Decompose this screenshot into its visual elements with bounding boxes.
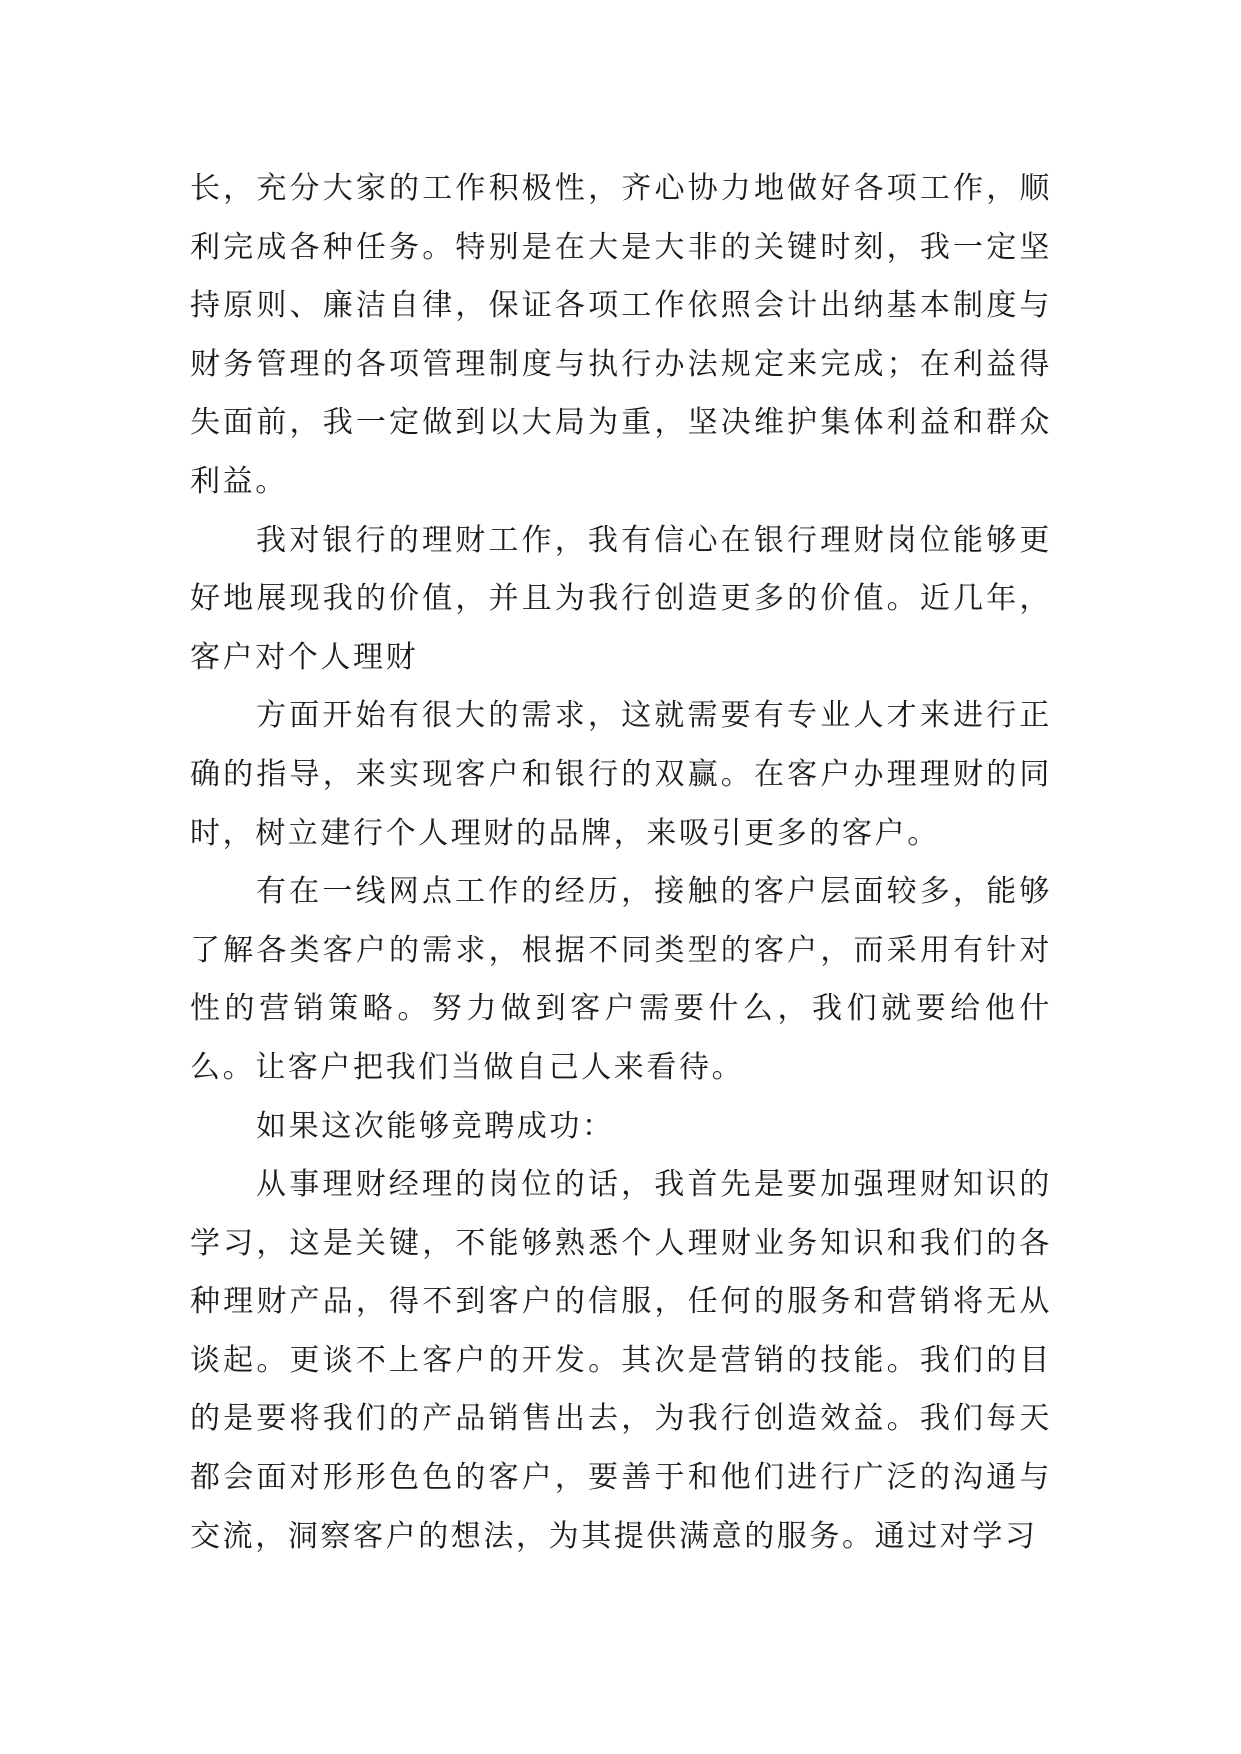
paragraph-continuation: 长，充分大家的工作积极性，齐心协力地做好各项工作，顺利完成各种任务。特别是在大是大非的关键时刻，我一定坚持原则、廉洁自律，保证各项工作依照会计出纳基本制度与财务管理的各项管理制度与执行办法规定来完成；在利益得失面前，我一定做到以大局为重，坚决维护集体利益和群众利益。: [190, 171, 1052, 499]
paragraph-if-successful: 如果这次能够竞聘成功：: [256, 1108, 615, 1144]
paragraph-branch-experience: 有在一线网点工作的经历，接触的客户层面较多，能够了解各类客户的需求，根据不同类型的客户，而采用有针对性的营销策略。努力做到客户需要什么，我们就要给他什么。让客户把我们当做自己人来看待。: [190, 874, 1052, 1085]
paragraph-manager-plan: 从事理财经理的岗位的话，我首先是要加强理财知识的学习，这是关键，不能够熟悉个人理财业务知识和我们的各种理财产品，得不到客户的信服，任何的服务和营销将无从谈起。更谈不上客户的开发。其次是营销的技能。我们的目的是要将我们的产品销售出去，为我行创造效益。我们每天都会面对形形色色的客户，要善于和他们进行广泛的沟通与交流，洞察客户的想法，为其提供满意的服务。通过对学习: [190, 1167, 1052, 1554]
document-page: [190, 160, 1052, 1566]
paragraph-financial-work: 我对银行的理财工作，我有信心在银行理财岗位能够更好地展现我的价值，并且为我行创造更多的价值。近几年，客户对个人理财: [190, 522, 1052, 675]
paragraph-customer-demand: 方面开始有很大的需求，这就需要有专业人才来进行正确的指导，来实现客户和银行的双赢。在客户办理理财的同时，树立建行个人理财的品牌，来吸引更多的客户。: [190, 698, 1052, 851]
